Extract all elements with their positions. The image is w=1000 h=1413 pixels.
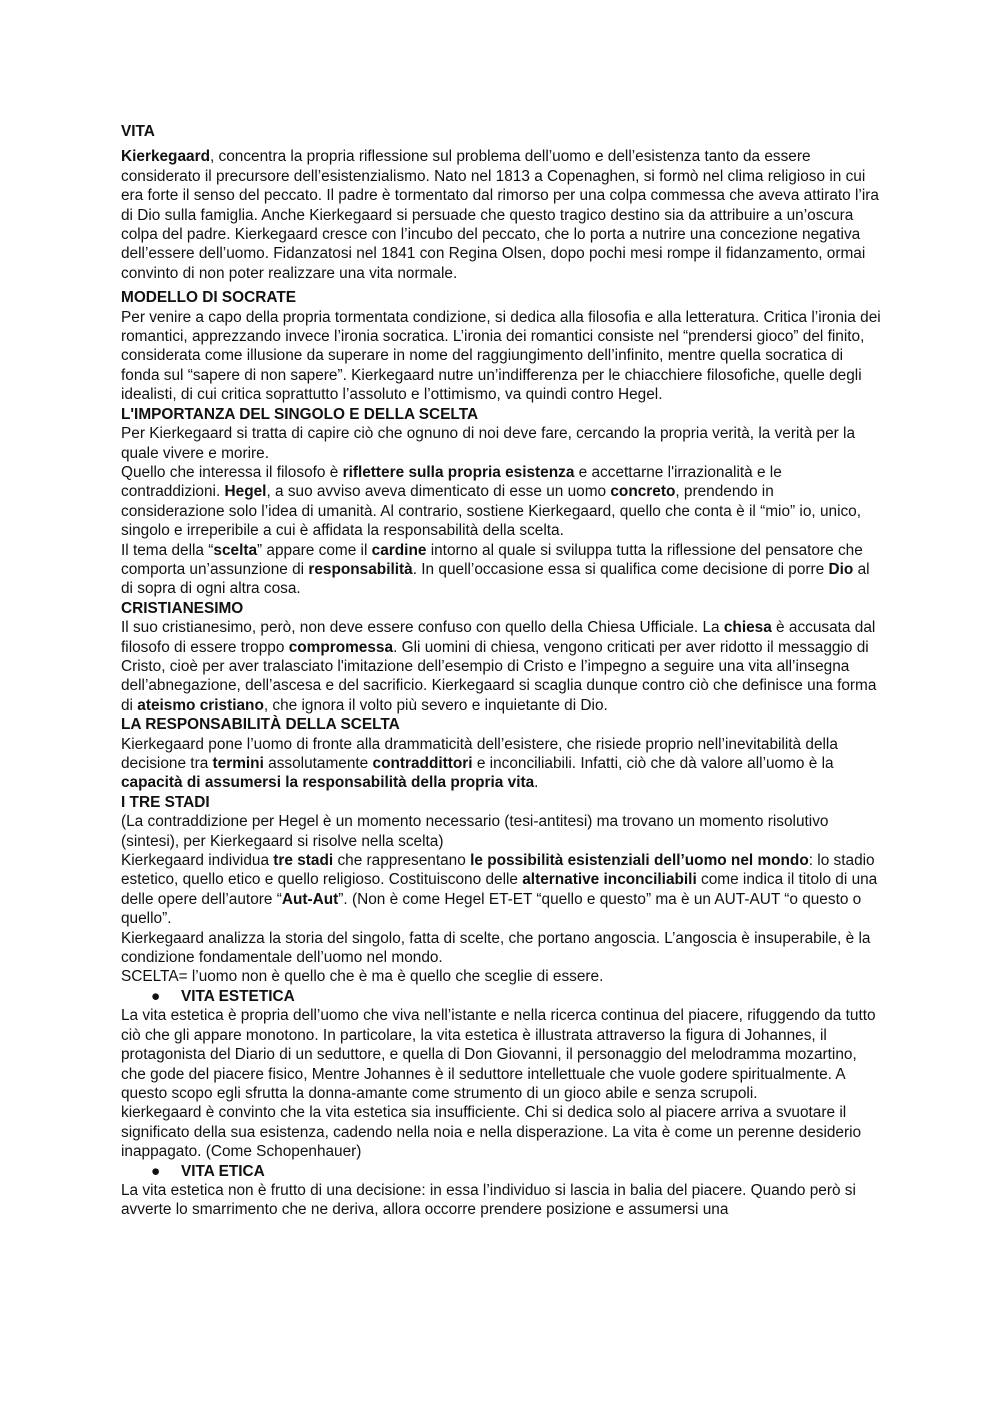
heading-tre-stadi: I TRE STADI — [121, 793, 210, 811]
document-page — [121, 122, 881, 1220]
bold-text: cardine — [371, 541, 427, 559]
paragraph: Per Kierkegaard si tratta di capire ciò che ognuno di noi deve fare, cercando la propria verità, la verità per la quale vivere e morire. — [121, 425, 856, 462]
bold-text: termini — [212, 755, 264, 772]
bold-text: alternative inconciliabili — [522, 871, 697, 889]
bold-text: Kierkegaard — [121, 148, 210, 166]
bullet-icon: ● — [151, 1162, 161, 1180]
bullet-icon: ● — [151, 987, 161, 1005]
paragraph: (La contraddizione per Hegel è un momento necessario (tesi-antitesi) ma trovano un momento risolutivo (sintesi), per Kierkegaard si risolve nella scelta) — [121, 813, 829, 850]
paragraph: Kierkegaard, concentra la propria riflessione sul problema dell’uomo e dell’esistenza tanto da essere considerato il precursore dell’esistenzialismo. Nato nel 1813 a Copenaghen, si formò nel clima religioso in cui era forte il senso del peccato. Il padre è tormentato dal rimorso per una colpa commessa che aveva attirato l’ira di Dio sulla famiglia. Anche Kierkegaard si persuade che questo tragico destino sia da attribuire a un’oscura colpa del padre. Kierkegaard cresce con l’incubo del peccato, che lo porta a nutrire una concezione negativa dell’essere dell’uomo. Fidanzatosi nel 1841 con Regina Olsen, dopo pochi mesi rompe il fidanzamento, ormai convinto di non poter realizzare una vita normale. — [121, 148, 879, 282]
paragraph: La vita estetica è propria dell’uomo che viva nell’istante e nella ricerca continua del piacere, rifuggendo da tutto ciò che gli appare monotono. In particolare, la vita estetica è illustrata attraverso la figura di Johannes, il protagonista del Diario di un seduttore, e quella di Don Giovanni, il personaggio del melodramma mozartino, che gode del piacere fisico, Mentre Johannes è il seduttore intellettuale che vuole godere spiritualmente. A questo scopo egli sfrutta la donna-amante come strumento di un gioco abile e senza scrupoli. — [121, 1007, 876, 1102]
heading-responsabilita-scelta: LA RESPONSABILITÀ DELLA SCELTA — [121, 716, 400, 734]
bold-text: Dio — [828, 560, 854, 578]
bold-text: Hegel — [224, 483, 267, 501]
heading-vita: VITA — [121, 123, 155, 140]
heading-importanza-singolo: L'IMPORTANZA DEL SINGOLO E DELLA SCELTA — [121, 405, 479, 423]
paragraph: Kierkegaard analizza la storia del singolo, fatta di scelte, che portano angoscia. L’angoscia è insuperabile, è la condizione fondamentale dell’uomo nel mondo. — [121, 929, 871, 967]
heading-cristianesimo: CRISTIANESIMO — [121, 599, 244, 617]
bold-text: chiesa — [723, 619, 772, 637]
bold-text: capacità di assumersi la responsabilità della propria vita — [121, 774, 535, 792]
bold-text: ateismo cristiano — [137, 696, 264, 714]
paragraph: Quello che interessa il filosofo è riflettere sulla propria esistenza e accettarne l'irrazionalità e le contraddizioni. Hegel, a suo avviso aveva dimenticato di esse un uomo concreto, prendendo in considerazione solo l’idea di umanità. Al contrario, sostiene Kierkegaard, quello che conta è il “mio” io, unico, singolo e irreperibile a cui è affidata la responsabilità della scelta. — [121, 463, 862, 540]
paragraph: Il suo cristianesimo, però, non deve essere confuso con quello della Chiesa Ufficiale. La chiesa è accusata dal filosofo di essere troppo compromessa. Gli uomini di chiesa, vengono criticati per aver ridotto il messaggio di Cristo, cioè per aver tralasciato l'imitazione dell’esempio di Cristo e l’impegno a seguire una vita all’insegna dell’abnegazione, dell’ascesa e del sacrificio. Kierkegaard si scaglia dunque contro ciò che definisce una forma di ateismo cristiano, che ignora il volto più severo e inquietante di Dio. — [121, 619, 877, 714]
bold-text: contraddittori — [372, 755, 473, 772]
bold-text: concreto — [610, 483, 676, 501]
paragraph: Il tema della “scelta” appare come il cardine intorno al quale si sviluppa tutta la riflessione del pensatore che comporta un’assunzione di responsabilità. In quell’occasione essa si qualifica come decisione di porre Dio al di sopra di ogni altra cosa. — [121, 541, 870, 598]
bullet-vita-estetica — [121, 987, 881, 1006]
bold-text: scelta — [213, 541, 258, 559]
heading-vita-estetica: VITA ESTETICA — [181, 987, 295, 1005]
bold-text: Aut-Aut — [281, 890, 339, 908]
bold-text: tre stadi — [273, 852, 334, 870]
paragraph: Kierkegaard pone l’uomo di fronte alla drammaticità dell’esistere, che risiede proprio nell’inevitabilità della decisione tra termini assolutamente contraddittori e inconciliabili. Infatti, ciò che dà valore all’uomo è la capacità di assumersi la responsabilità della propria vita. — [121, 735, 838, 792]
heading-vita-etica: VITA ETICA — [181, 1162, 265, 1180]
paragraph: Kierkegaard individua tre stadi che rappresentano le possibilità esistenziali dell’uomo nel mondo: lo stadio estetico, quello etico e quello religioso. Costituiscono delle alternative inconciliabili come indica il titolo di una delle opere dell’autore “Aut-Aut”. (Non è come Hegel ET-ET “quello e questo” ma è un AUT-AUT “o questo o quello”. — [121, 852, 878, 928]
heading-modello-di-socrate: MODELLO DI SOCRATE — [121, 289, 296, 307]
paragraph: La vita estetica non è frutto di una decisione: in essa l’individuo si lascia in balia del piacere. Quando però si avverte lo smarrimento che ne deriva, allora occorre prendere posizione e assumersi una — [121, 1181, 856, 1219]
paragraph: SCELTA= l’uomo non è quello che è ma è quello che sceglie di essere. — [121, 968, 604, 986]
bold-text: responsabilità — [308, 560, 413, 578]
bold-text: le possibilità esistenziali dell’uomo nel mondo — [470, 852, 809, 870]
paragraph: kierkegaard è convinto che la vita estetica sia insufficiente. Chi si dedica solo al piacere arriva a svuotare il significato della sua esistenza, cadendo nella noia e nella disperazione. La vita è come un perenne desiderio inappagato. (Come Schopenhauer) — [121, 1104, 862, 1161]
paragraph: Per venire a capo della propria tormentata condizione, si dedica alla filosofia e alla letteratura. Critica l’ironia dei romantici, apprezzando invece l’ironia socratica. L’ironia dei romantici consiste nel “prendersi gioco” del finito, considerata come illusione da superare in nome del raggiungimento dell’infinito, mentre quella socratica di fonda sul “sapere di non sapere”. Kierkegaard nutre un’indifferenza per le chiacchiere filosofiche, quelle degli idealisti, di cui critica soprattutto l’assoluto e l’ottimismo, va quindi contro Hegel. — [121, 308, 881, 404]
bullet-vita-etica — [121, 1162, 881, 1181]
bold-text: compromessa — [288, 638, 394, 656]
bold-text: riflettere sulla propria esistenza — [342, 463, 575, 481]
